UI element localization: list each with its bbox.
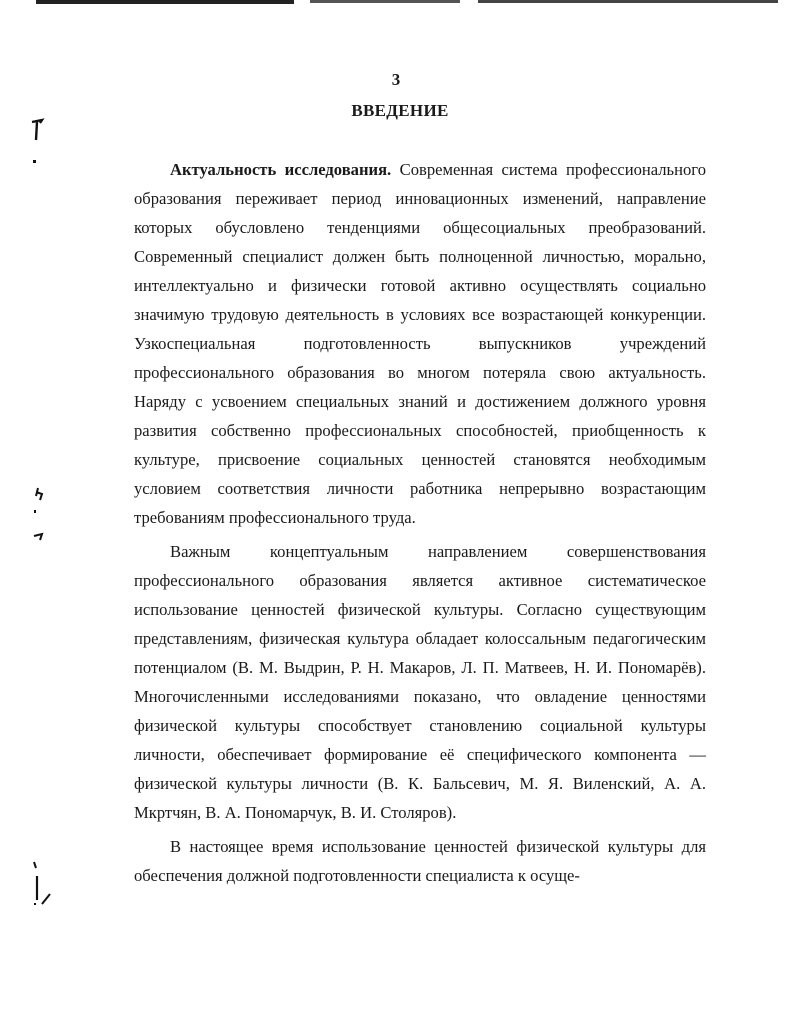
margin-artifact — [28, 116, 48, 166]
page-number: 3 — [391, 70, 401, 89]
scan-edge-line — [478, 0, 778, 3]
margin-artifact — [28, 860, 58, 910]
paragraph-concept: Важным концептуальным направлением совершенствования профессионального образования является активное систематическое использование ценностей физической культуры. Согласно существующим представлениям, физическая культура обладает колоссальным педагогическим потенциалом (В. М. Выдрин, Р. Н. Макаров, Л. П. Матвеев, Н. И. Пономарёв). Многочисленными исследованиями показано, что овладение ценностями физической культуры способствует становлению социальной культуры личности, обеспечивает формирование её специфического компонента — физической культуры личности (В. К. Бальсевич, М. Я. Виленский, А. А. Мкртчян, В. А. Пономарчук, В. И. Столяров). — [134, 542, 706, 822]
paragraph-lead: Актуальность исследования. — [170, 160, 392, 179]
paragraph-relevance — [134, 155, 706, 532]
document-body — [134, 155, 706, 895]
page-title: ВВЕДЕНИЕ — [351, 101, 449, 120]
paragraph-current: В настоящее время использование ценностей физической культуры для обеспечения должной подготовленности специалиста к осуще- — [134, 837, 706, 885]
paragraph-text: Современная система профессионального образования переживает период инновационных изменений, направление которых обусловлено тенденциями общесоциальных преобразований. Современный специалист должен быть полноценной личностью, морально, интеллектуально и физически готовой активно осуществлять социально значимую трудовую деятельность в условиях все возрастающей конкуренции. Узкоспециальная подготовленность выпускников учреждений профессионального образования во многом потеряла свою актуальность. Наряду с усвоением специальных знаний и достижением должного уровня развития собственно профессиональных способностей, приобщенность к культуре, присвоение социальных ценностей становятся необходимым условием соответствия личности работника непрерывно возрастающим требованиям профессионального труда. — [134, 160, 706, 527]
margin-artifact — [30, 484, 50, 544]
scan-edge-line — [310, 0, 460, 3]
scan-edge-line — [36, 0, 294, 4]
